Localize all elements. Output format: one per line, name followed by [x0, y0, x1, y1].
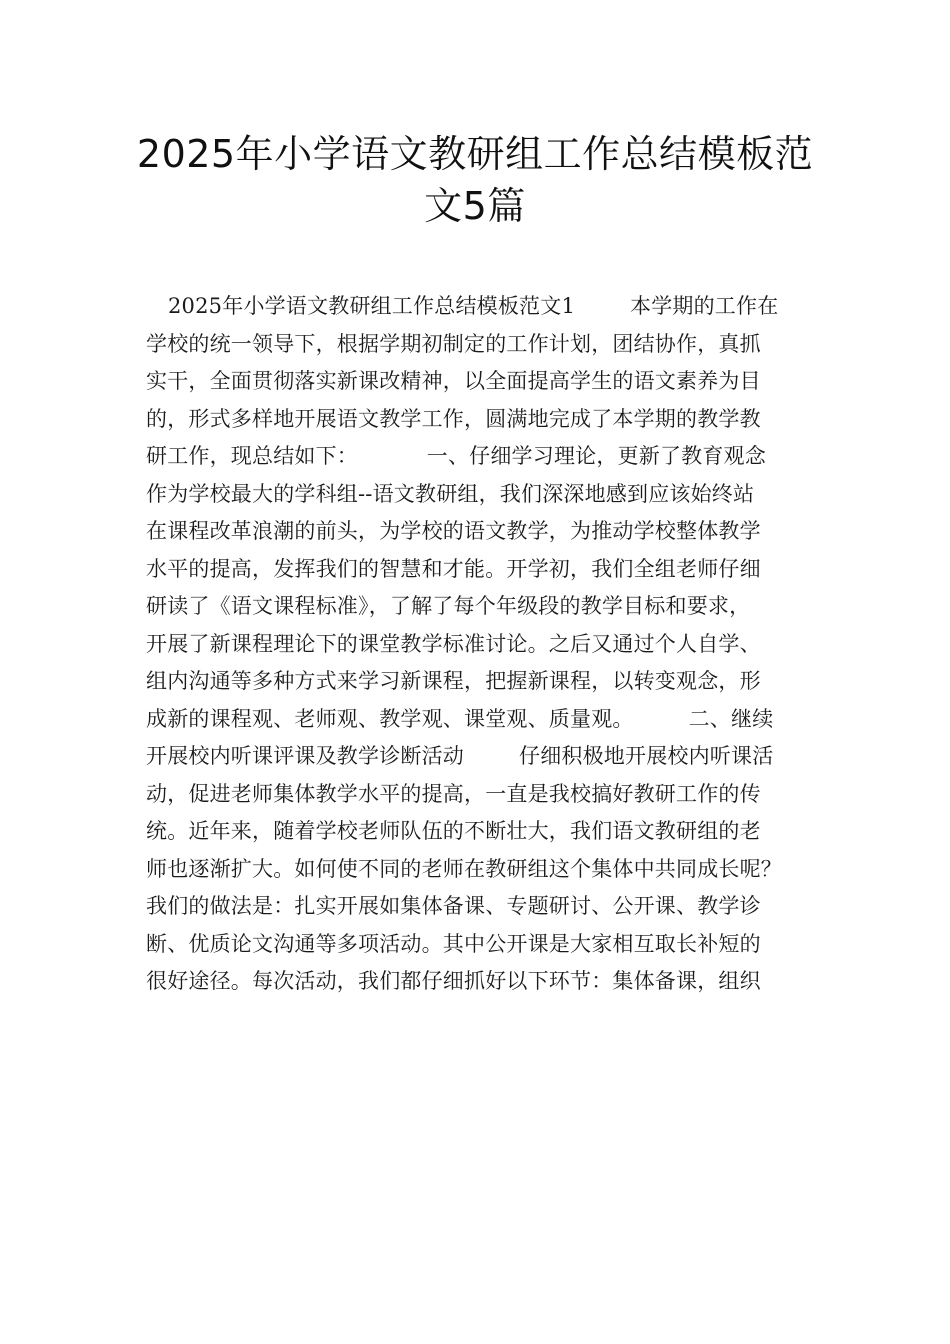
body-line: 水平的提高，发挥我们的智慧和才能。开学初，我们全组老师仔细 — [146, 556, 761, 581]
document-body — [146, 288, 830, 1001]
document-title-line-1: 2025年小学语文教研组工作总结模板范 — [136, 132, 814, 176]
body-line: 开展了新课程理论下的课堂教学标准讨论。之后又通过个人自学、 — [146, 631, 761, 656]
body-line: 动，促进老师集体教学水平的提高，一直是我校搞好教研工作的传 — [146, 781, 761, 806]
body-line: 研工作，现总结如下： 一、仔细学习理论，更新了教育观念 — [146, 444, 766, 468]
body-line: 学校的统一领导下，根据学期初制定的工作计划，团结协作，真抓 — [146, 331, 761, 356]
body-line: 组内沟通等多种方式来学习新课程，把握新课程，以转变观念，形 — [146, 669, 761, 693]
body-line: 很好途径。每次活动，我们都仔细抓好以下环节：集体备课，组织 — [146, 969, 761, 993]
body-line: 师也逐渐扩大。如何使不同的老师在教研组这个集体中共同成长呢？ — [146, 856, 782, 881]
body-line: 实干，全面贯彻落实新课改精神，以全面提高学生的语文素养为目 — [146, 369, 761, 393]
body-line: 我们的做法是：扎实开展如集体备课、专题研讨、公开课、教学诊 — [146, 894, 761, 918]
document-title-line-2: 文5篇 — [424, 184, 526, 228]
document-title — [120, 128, 830, 232]
body-line: 的，形式多样地开展语文教学工作，圆满地完成了本学期的教学教 — [146, 406, 761, 431]
body-line: 统。近年来，随着学校老师队伍的不断壮大，我们语文教研组的老 — [146, 819, 761, 843]
body-line: 2025年小学语文教研组工作总结模板范文1 本学期的工作在 — [168, 294, 779, 318]
body-line: 成新的课程观、老师观、教学观、课堂观、质量观。 二、继续 — [146, 706, 774, 731]
body-line: 在课程改革浪潮的前头，为学校的语文教学，为推动学校整体教学 — [146, 519, 761, 543]
body-line: 研读了《语文课程标准》，了解了每个年级段的教学目标和要求， — [146, 594, 751, 618]
body-line: 断、优质论文沟通等多项活动。其中公开课是大家相互取长补短的 — [146, 931, 761, 956]
body-line: 作为学校最大的学科组--语文教研组，我们深深地感到应该始终站 — [146, 481, 755, 506]
body-line: 开展校内听课评课及教学诊断活动 仔细积极地开展校内听课活 — [146, 744, 774, 768]
